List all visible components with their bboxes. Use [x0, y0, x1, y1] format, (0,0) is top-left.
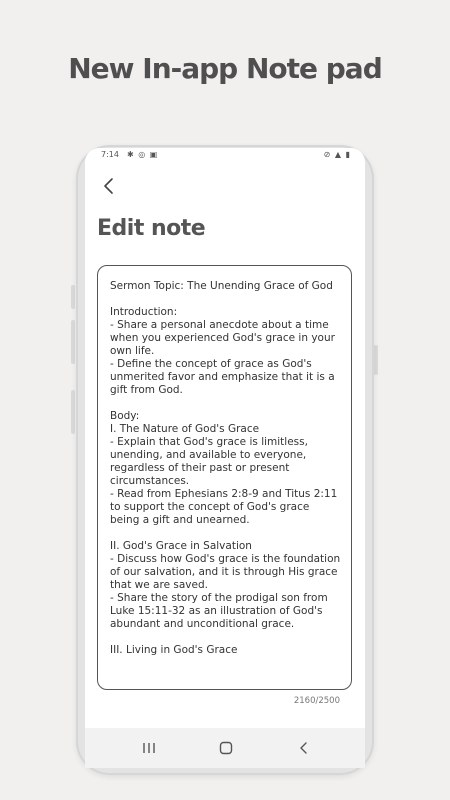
chevron-left-icon: [97, 174, 121, 198]
promo-headline: New In-app Note pad: [68, 52, 382, 85]
phone-side-button: [71, 285, 75, 309]
nav-back-icon: [292, 738, 316, 758]
character-counter: 2160/2500: [293, 696, 340, 706]
note-text-area[interactable]: Sermon Topic: The Unending Grace of God Introduction: - Share a personal anecdote about a time when you experienced God's grace in your own life. - Define the concept of grace as God's unmerited favor and emphasize that it is a gift from God. Body: I. The Nature of God's Grace - Explain that God's grace is limitless, unending, and available to everyone, regardless of their past or present circumstances. - Read from Ephesians 2:8-9 and Titus 2:11 to support the concept of God's grace being a gift and unearned. II. God's Grace in Salvation - Discuss how God's grace is the foundation of our salvation, and it is through His grace that we are saved. - Share the story of the prodigal son from Luke 15:11-32 as an illustration of God's abundant and unconditional grace. III. Living in God's Grace: [97, 265, 352, 690]
back-button[interactable]: [97, 174, 121, 198]
phone-side-button: [374, 345, 378, 375]
phone-screen: [85, 148, 365, 763]
recents-icon: [137, 738, 161, 758]
home-button[interactable]: [214, 738, 238, 758]
page-title: Edit note: [97, 216, 206, 241]
home-icon: [214, 738, 238, 758]
status-notification-icons: ✱ ◎ ▣: [127, 150, 159, 159]
recents-button[interactable]: [137, 738, 161, 758]
status-bar: [85, 148, 365, 162]
nav-back-button[interactable]: [292, 738, 316, 758]
system-nav-bar: [85, 728, 365, 768]
status-time: 7:14: [101, 150, 119, 159]
phone-side-button: [71, 390, 75, 434]
status-system-icons: ⊘ ▲ ▮: [323, 150, 351, 159]
phone-side-button: [71, 320, 75, 364]
